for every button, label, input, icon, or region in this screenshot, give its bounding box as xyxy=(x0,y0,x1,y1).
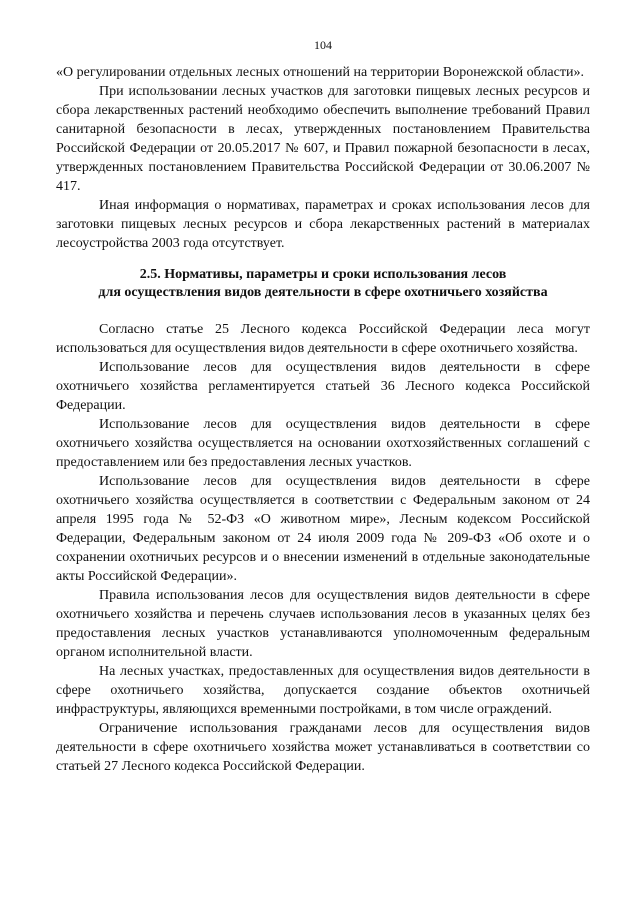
paragraph-restrictions: Ограничение использования гражданами лесов для осуществления видов деятельности в сфере охотничьего хозяйства может устанавливаться в соответствии со статьей 27 Лесного кодекса Российской Федерации. xyxy=(56,721,590,774)
paragraph-infrastructure: На лесных участках, предоставленных для осуществления видов деятельности в сфере охотничьего хозяйства, допускается создание объектов охотничьей инфраструктуры, являющихся временными постройками, в том числе ограждений. xyxy=(56,664,590,717)
paragraph-sanitary-fire-rules: При использовании лесных участков для заготовки пищевых лесных ресурсов и сбора лекарственных растений необходимо обеспечить выполнение требований Правил санитарной безопасности в лесах, утвержденных постановлением Правительства Российской Федерации от 20.05.2017 № 607, и Правил пожарной безопасности в лесах, утвержденных постановлением Правительства Российской Федерации от 30.06.2007 № 417. xyxy=(56,84,590,194)
section-heading-line-1: 2.5. Нормативы, параметры и сроки использования лесов xyxy=(139,267,507,282)
paragraph-other-information: Иная информация о нормативах, параметрах и сроках использования лесов для заготовки пищевых лесных ресурсов и сбора лекарственных растений в материалах лесоустройства 2003 года отсутствует. xyxy=(56,198,590,251)
paragraph-article-36: Использование лесов для осуществления видов деятельности в сфере охотничьего хозяйства регламентируется статьей 36 Лесного кодекса Российской Федерации. xyxy=(56,360,590,413)
paragraph-article-25: Согласно статье 25 Лесного кодекса Российской Федерации леса могут использоваться для осуществления видов деятельности в сфере охотничьего хозяйства. xyxy=(56,322,590,356)
paragraph-usage-rules: Правила использования лесов для осуществления видов деятельности в сфере охотничьего хозяйства и перечень случаев использования лесов в указанных целях без предоставления лесных участков устанавливаются уполномоченным федеральным органом исполнительной власти. xyxy=(56,588,590,660)
section-body xyxy=(56,320,590,776)
paragraph-continuation: «О регулировании отдельных лесных отношений на территории Воронежской области». xyxy=(56,65,584,80)
section-heading xyxy=(56,266,590,302)
intro-text xyxy=(56,63,590,253)
paragraph-agreements: Использование лесов для осуществления видов деятельности в сфере охотничьего хозяйства осуществляется на основании охотхозяйственных соглашений с предоставлением или без предоставления лесных участков. xyxy=(56,417,590,470)
page-number: 104 xyxy=(314,38,332,52)
section-heading-line-2: для осуществления видов деятельности в сфере охотничьего хозяйства xyxy=(98,285,548,300)
paragraph-federal-laws: Использование лесов для осуществления видов деятельности в сфере охотничьего хозяйства осуществляется в соответствии с Федеральным законом от 24 апреля 1995 года № 52-ФЗ «О животном мире», Лесным кодексом Российской Федерации, Федеральным законом от 24 июля 2009 года № 209-ФЗ «Об охоте и о сохранении охотничьих ресурсов и о внесении изменений в отдельные законодательные акты Российской Федерации». xyxy=(56,474,590,584)
